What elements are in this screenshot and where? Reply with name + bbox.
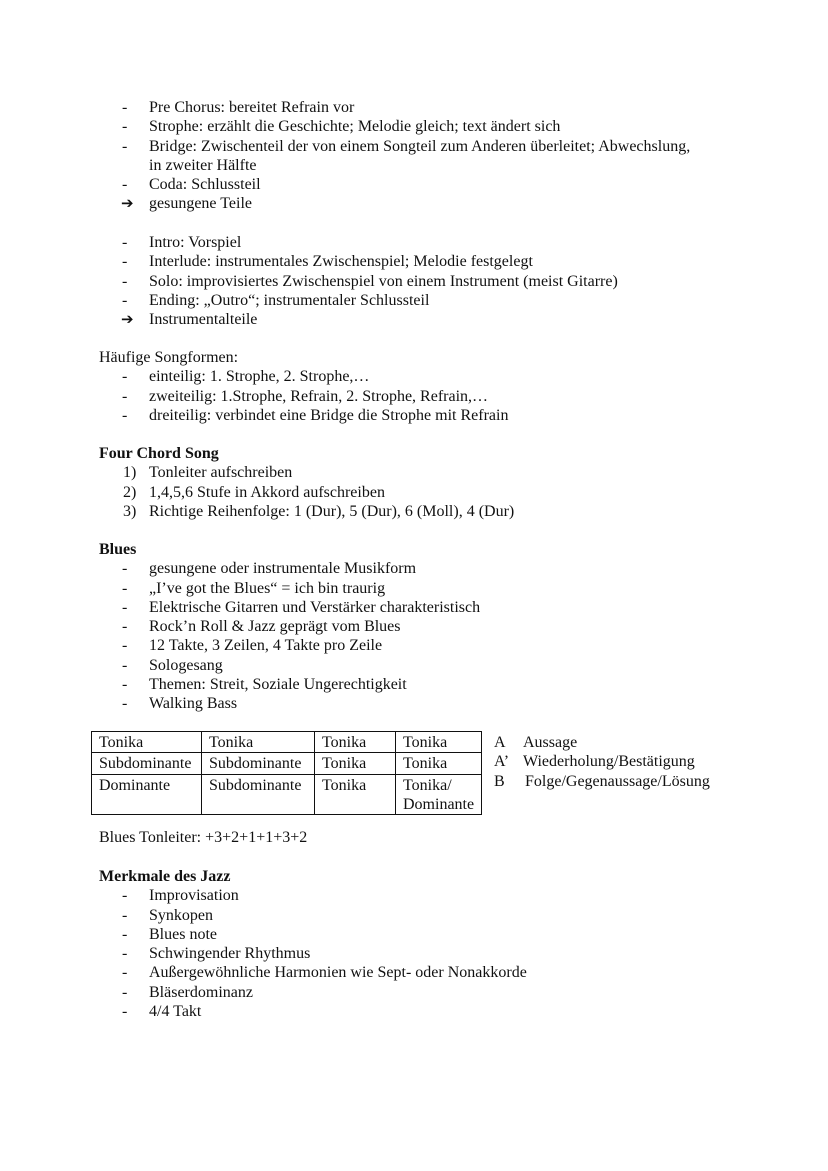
section-heading: Merkmale des Jazz xyxy=(99,868,231,885)
list-item: - Ending: „Outro“; instrumentaler Schlussteil xyxy=(122,291,430,309)
song-parts-instrumental-list xyxy=(0,233,828,329)
section-heading: Blues xyxy=(99,541,137,558)
list-item: - Sologesang xyxy=(122,656,223,674)
list-item: - Coda: Schlussteil xyxy=(122,176,261,194)
list-item: - Bridge: Zwischenteil der von einem Songteil zum Anderen überleitet; Abwechslung, xyxy=(122,137,691,155)
table-cell: Tonika xyxy=(202,732,315,753)
table-cell: Tonika xyxy=(315,774,396,815)
blues-section xyxy=(0,540,828,714)
song-parts-sung-list xyxy=(0,98,828,214)
table-cell: Tonika xyxy=(315,732,396,753)
table-cell: Tonika xyxy=(92,732,202,753)
section-heading: Four Chord Song xyxy=(99,445,219,462)
table-cell: Tonika xyxy=(396,732,482,753)
songforms-section xyxy=(0,348,828,425)
blues-scheme-table xyxy=(91,731,482,815)
list-item: - einteilig: 1. Strophe, 2. Strophe,… xyxy=(122,368,370,386)
list-item: - Walking Bass xyxy=(122,695,238,713)
list-item-continuation: in zweiter Hälfte xyxy=(149,156,257,174)
list-item: - Außergewöhnliche Harmonien wie Sept- oder Nonakkorde xyxy=(122,964,527,982)
table-row xyxy=(92,774,482,815)
table-cell: Subdominante xyxy=(202,753,315,774)
list-item: - Blues note xyxy=(122,925,217,943)
blues-scale: Blues Tonleiter: +3+2+1+1+3+2 xyxy=(99,829,308,846)
arrow-icon: ➔ xyxy=(121,310,134,329)
list-item: - gesungene oder instrumentale Musikform xyxy=(122,560,417,578)
table-cell: Dominante xyxy=(92,774,202,815)
list-item: 3) Richtige Reihenfolge: 1 (Dur), 5 (Dur), 6 (Moll), 4 (Dur) xyxy=(123,502,515,520)
list-item: - Intro: Vorspiel xyxy=(122,234,242,251)
list-item: - Themen: Streit, Soziale Ungerechtigkeit xyxy=(122,676,407,694)
list-item: 2) 1,4,5,6 Stufe in Akkord aufschreiben xyxy=(123,483,385,501)
list-item: - Strophe: erzählt die Geschichte; Melodie gleich; text ändert sich xyxy=(122,118,561,136)
section-heading: Häufige Songformen: xyxy=(99,349,239,366)
list-item: - Bläserdominanz xyxy=(122,983,253,1001)
table-row xyxy=(92,732,482,753)
list-item: 1) Tonleiter aufschreiben xyxy=(123,464,293,482)
list-item: - Solo: improvisiertes Zwischenspiel von einem Instrument (meist Gitarre) xyxy=(122,272,618,290)
list-item: - „I’ve got the Blues“ = ich bin traurig xyxy=(122,579,386,597)
table-cell: Tonika xyxy=(315,753,396,774)
summary-line: ➔ Instrumentalteile xyxy=(121,310,258,329)
list-item: - Interlude: instrumentales Zwischenspiel; Melodie festgelegt xyxy=(122,253,533,271)
jazz-section xyxy=(0,867,828,1021)
four-chord-section xyxy=(0,444,828,521)
document-page: - Pre Chorus: bereitet Refrain vor - Strophe: erzählt die Geschichte; Melodie gleich; text ändert sich - Bridge: Zwischenteil der von einem Songteil zum Anderen überleitet; Abwechslung, in zweiter Hälfte - Coda: Schlussteil ➔ gesungene Teile - Intro: Vorspiel - Interlude: instrumentales Zwischenspiel; Melodie festgelegt - Solo: improvisiertes Zwischenspiel von einem Instrument (meist Gitarre) - Ending: „Outro“; instrumentaler Schlussteil ➔ Instrumentalteile Häufige Songformen: - einteilig: 1. Strophe, 2. Strophe,… - zweiteilig: 1.Strophe, Refrain, 2. Strophe, Refrain,… - dreiteilig: verbindet eine Bridge die Strophe mit Refrain Four Chord Song 1) Tonleiter aufschreiben 2) 1,4,5,6 Stufe in Akkord aufschreiben 3) Richtige Reihenfolge: 1 (Dur), 5 (Dur), 6 (Moll), 4 (Dur) Blues - gesungene oder instrumentale Musikform - „I’ve got the Blues“ = ich bin traurig - Elektrische Gitarren und Verstärker charakteristisch - Rock’n Roll & Jazz geprägt vom Blues - 12 Takte, 3 Zeilen, 4 Takte pro Zeile - Sologesang - Themen: Streit, Soziale Ungerechtigkeit - Walking Bass Tonika Tonika Tonika Tonika Subdominante Subdominante Tonika Tonika Dominante Subdominante Tonika Tonika/ Dominante A Aussage A’ Wiederholung/Bestätigung B Folge/Gegenaussage/Lösung Blues Tonleiter: +3+2+1+1+3+2 Merkmale des Jazz - Improvisation - Synkopen - Blues note - Schwingender Rhythmus - Außergewöhnliche Harmonien wie Sept- oder Nonakkorde - Bläserdominanz - 4/4 Takt xyxy=(0,0,828,1171)
list-item: - Rock’n Roll & Jazz geprägt vom Blues xyxy=(122,618,401,636)
arrow-icon: ➔ xyxy=(121,194,134,213)
list-item: - 12 Takte, 3 Zeilen, 4 Takte pro Zeile xyxy=(122,637,383,655)
list-item: - 4/4 Takt xyxy=(122,1003,202,1021)
table-cell: Subdominante xyxy=(202,774,315,815)
list-item: - dreiteilig: verbindet eine Bridge die Strophe mit Refrain xyxy=(122,406,509,424)
list-item: - zweiteilig: 1.Strophe, Refrain, 2. Strophe, Refrain,… xyxy=(122,387,489,405)
table-cell: Tonika/ Dominante xyxy=(396,774,482,815)
table-cell: Subdominante xyxy=(92,753,202,774)
list-item: - Elektrische Gitarren und Verstärker charakteristisch xyxy=(122,598,481,616)
list-item: - Improvisation xyxy=(122,887,239,905)
table-cell: Tonika xyxy=(396,753,482,774)
list-item: - Synkopen xyxy=(122,906,213,924)
list-item: - Pre Chorus: bereitet Refrain vor xyxy=(122,99,355,116)
table-row xyxy=(92,753,482,774)
list-item: - Schwingender Rhythmus xyxy=(122,945,311,963)
summary-line: ➔ gesungene Teile xyxy=(121,194,252,213)
